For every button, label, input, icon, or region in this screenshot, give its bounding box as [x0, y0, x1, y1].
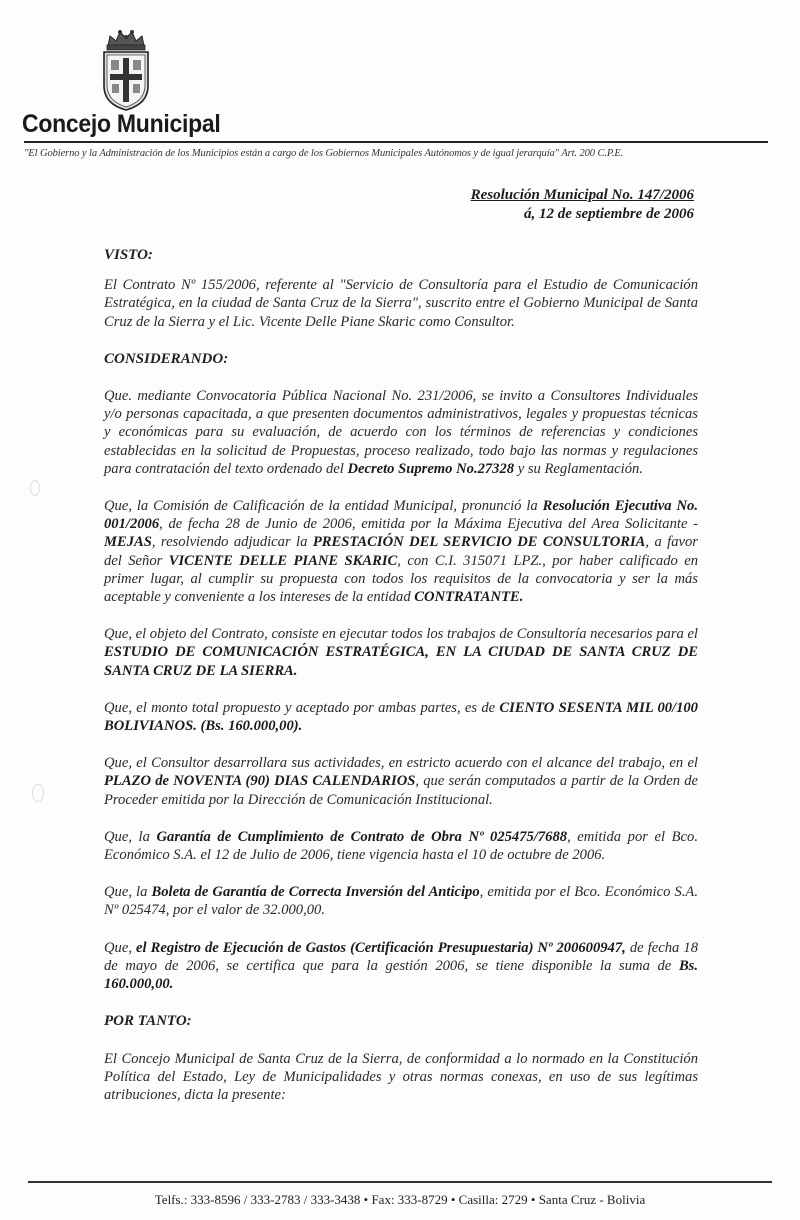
text-run: Que, el monto total propuesto y aceptado por ambas partes, es de: [104, 699, 500, 716]
text-run: Que. mediante Convocatoria Pública Nacional No. 231/2006, se invito a Consultores Individuales y/o personas capacitada, a que presenten documentos administrativos, legales y propuestas técnicas y económicas para su evaluación, de acuerdo con los términos de referencias y condiciones establecidas en la solicitud de Propuestas, proceso realizado, todo bajo las normas y regulaciones para contratación del texto ordenado del: [104, 388, 698, 477]
considerando-paragraph-2: [104, 497, 698, 606]
por-tanto-paragraph: El Concejo Municipal de Santa Cruz de la Sierra, de conformidad a lo normado en la Constitución Política del Estado, Ley de Municipalidades y otras normas conexas, en uso de sus legítimas atribuciones, dicta la presente:: [104, 1050, 698, 1103]
considerando-heading: CONSIDERANDO:: [104, 350, 229, 367]
header-motto: "El Gobierno y la Administración de los Municipios están a cargo de los Gobiernos Municipales Autónomos y de igual jerarquía" Art. 200 C.P.E.: [24, 148, 624, 159]
text-run: , de fecha 28 de Junio de 2006, emitida por la Máxima Ejecutiva del Area Solicitante -: [159, 516, 698, 533]
text-run: Que, la: [104, 828, 157, 845]
bold-run: CONTRATANTE.: [414, 589, 524, 606]
considerando-paragraph-5: [104, 754, 698, 809]
considerando-paragraph-3: [104, 625, 698, 680]
organization-name: Concejo Municipal: [22, 110, 221, 138]
considerando-paragraph-7: [104, 883, 698, 919]
text-run: Que,: [104, 939, 137, 956]
bold-run: ESTUDIO DE COMUNICACIÓN ESTRATÉGICA, EN LA CIUDAD DE SANTA CRUZ DE SANTA CRUZ DE LA SIERRA.: [104, 644, 698, 679]
visto-heading: VISTO:: [104, 247, 153, 263]
text-run: de fecha 18 de mayo de 2006, se certifica que para la gestión 2006, se tiene disponible la suma de: [104, 939, 698, 974]
scan-artifact: [30, 480, 40, 496]
footer-divider: [28, 1181, 772, 1183]
text-run: , a favor del Señor: [104, 534, 698, 569]
bold-run: Garantía de Cumplimiento de Contrato de Obra Nº 025475/7688: [156, 828, 568, 845]
text-run: Que, la Comisión de Calificación de la entidad Municipal, pronunció la: [104, 498, 543, 515]
text-run: y su Reglamentación.: [514, 460, 643, 477]
resolution-date: á, 12 de septiembre de 2006: [524, 206, 694, 222]
header-divider: [24, 141, 768, 143]
bold-run: Boleta de Garantía de Correcta Inversión del Anticipo: [151, 884, 480, 901]
bold-run: Resolución Ejecutiva No. 001/2006: [104, 498, 698, 533]
considerando-paragraph-8: [104, 939, 698, 994]
text-run: Que, la: [104, 884, 152, 901]
bold-run: MEJAS: [104, 534, 152, 551]
scan-artifact: [32, 784, 44, 802]
bold-run: CIENTO SESENTA MIL 00/100 BOLIVIANOS. (Bs. 160.000,00).: [104, 699, 698, 735]
bold-run: el Registro de Ejecución de Gastos (Certificación Presupuestaria) Nº 200600947,: [136, 939, 626, 956]
considerando-paragraph-6: [104, 828, 698, 864]
text-run: , con C.I. 315071 LPZ., por haber calificado en primer lugar, al cumplir su propuesta con todos los requisitos de la convocatoria y ser la más aceptable y conveniente a los intereses de la entidad: [104, 552, 698, 606]
por-tanto-heading: POR TANTO:: [104, 1013, 192, 1030]
bold-run: PLAZO de NOVENTA (90) DIAS CALENDARIOS: [104, 773, 416, 790]
text-run: , emitida por el Bco. Económico S.A. el 12 de Julio de 2006, tiene vigencia hasta el 10 de octubre de 2006.: [104, 828, 698, 864]
coat-of-arms-icon: [98, 24, 154, 112]
bold-run: Decreto Supremo No.27328: [347, 460, 515, 477]
document-body: [104, 246, 698, 1123]
bold-run: PRESTACIÓN DEL SERVICIO DE CONSULTORIA: [312, 534, 646, 551]
considerando-paragraph-4: [104, 699, 698, 735]
text-run: , resolviendo adjudicar la: [151, 534, 313, 551]
resolution-title: Resolución Municipal No. 147/2006: [470, 187, 694, 203]
visto-paragraph: El Contrato Nº 155/2006, referente al "Servicio de Consultoría para el Estudio de Comunicación Estratégica, en la ciudad de Santa Cruz de la Sierra", suscrito entre el Gobierno Municipal de Santa Cruz de la Sierra y el Lic. Vicente Delle Piane Skaric como Consultor.: [104, 277, 698, 330]
bold-run: VICENTE DELLE PIANE SKARIC: [168, 552, 398, 569]
text-run: , emitida por el Bco. Económico S.A. Nº 025474, por el valor de 32.000,00.: [104, 884, 698, 919]
bold-run: Bs. 160.000,00.: [104, 957, 698, 993]
considerando-paragraph-1: [104, 387, 698, 478]
text-run: , que serán computados a partir de la Orden de Proceder emitida por la Dirección de Comunicación Institucional.: [104, 773, 698, 808]
footer-contact: Telfs.: 333-8596 / 333-2783 / 333-3438 • Fax: 333-8729 • Casilla: 2729 • Santa Cruz - Bolivia: [154, 1192, 646, 1207]
text-run: Que, el objeto del Contrato, consiste en ejecutar todos los trabajos de Consultoría necesarios para el: [104, 626, 698, 643]
resolution-block: [471, 186, 694, 224]
text-run: Que, el Consultor desarrollara sus actividades, en estricto acuerdo con el alcance del trabajo, en el: [104, 755, 698, 772]
